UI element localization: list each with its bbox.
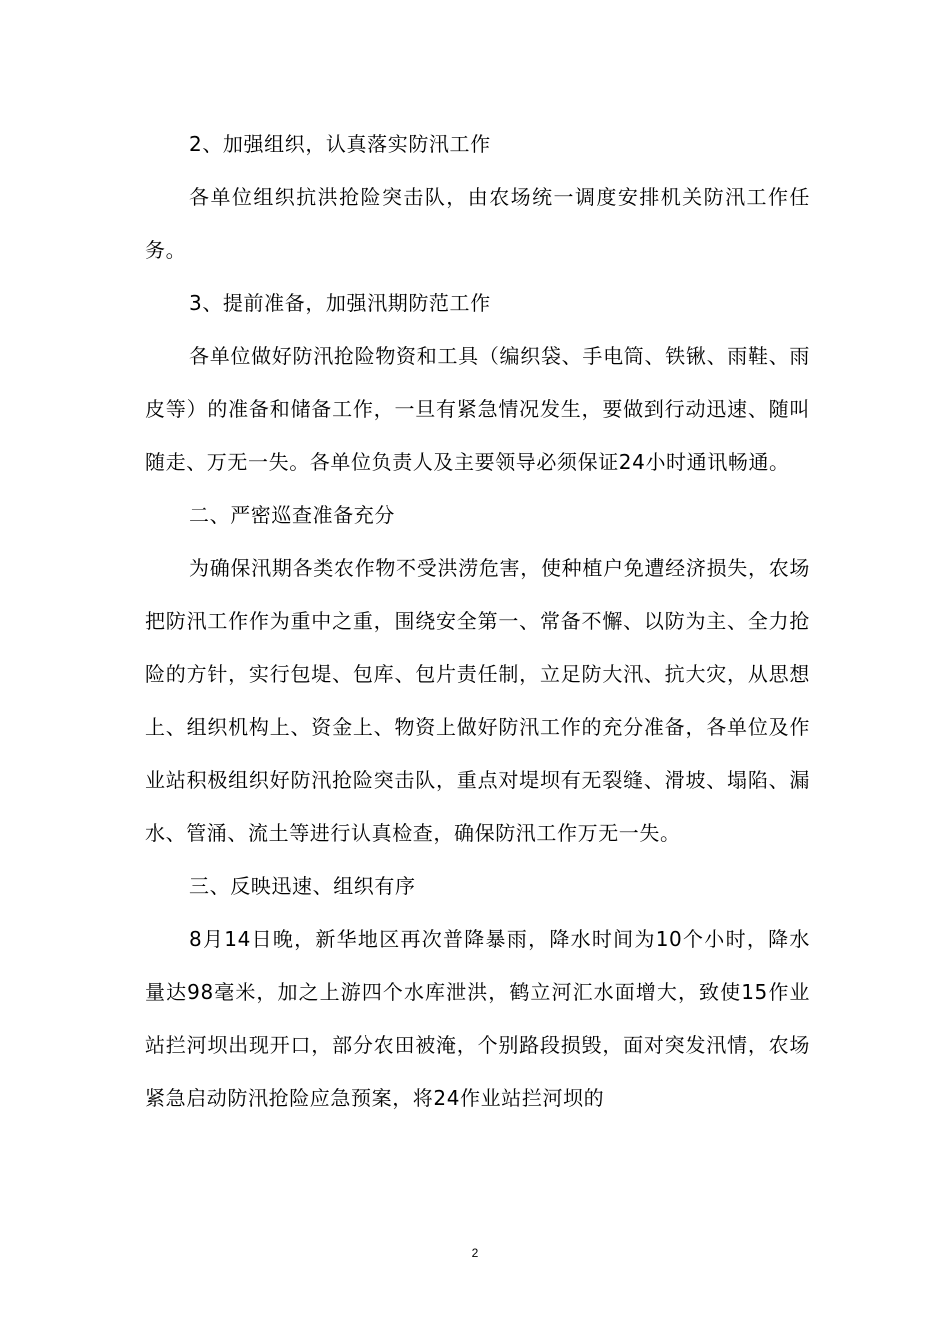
heading-strengthen-organization: 2、加强组织，认真落实防汛工作 [189,132,491,156]
paragraph-rescue-team: 各单位组织抗洪抢险突击队，由农场统一调度安排机关防汛工作任务。 [145,185,810,262]
page-number: 2 [471,1246,479,1260]
heading-advance-preparation: 3、提前准备，加强汛期防范工作 [189,291,491,315]
heading-rapid-response: 三、反映迅速、组织有序 [189,874,416,898]
heading-strict-patrol: 二、严密巡查准备充分 [189,503,395,527]
paragraph-storm-event: 8月14日晚，新华地区再次普降暴雨，降水时间为10个小时，降水量达98毫米，加之上游四个水库泄洪，鹤立河汇水面增大，致使15作业站拦河坝出现开口，部分农田被淹，个别路段损毁，面对突发汛情，农场紧急启动防汛抢险应急预案，将24作业站拦河坝的 [145,927,810,1110]
paragraph-supplies-preparation: 各单位做好防汛抢险物资和工具（编织袋、手电筒、铁锹、雨鞋、雨皮等）的准备和储备工作，一旦有紧急情况发生，要做到行动迅速、随叫随走、万无一失。各单位负责人及主要领导必须保证24小时通讯畅通。 [145,344,810,474]
paragraph-patrol-details: 为确保汛期各类农作物不受洪涝危害，使种植户免遭经济损失，农场把防汛工作作为重中之重，围绕安全第一、常备不懈、以防为主、全力抢险的方针，实行包堤、包库、包片责任制，立足防大汛、抗大灾，从思想上、组织机构上、资金上、物资上做好防汛工作的充分准备，各单位及作业站积极组织好防汛抢险突击队，重点对堤坝有无裂缝、滑坡、塌陷、漏水、管涌、流土等进行认真检查，确保防汛工作万无一失。 [145,556,810,845]
document-body [145,118,810,1125]
